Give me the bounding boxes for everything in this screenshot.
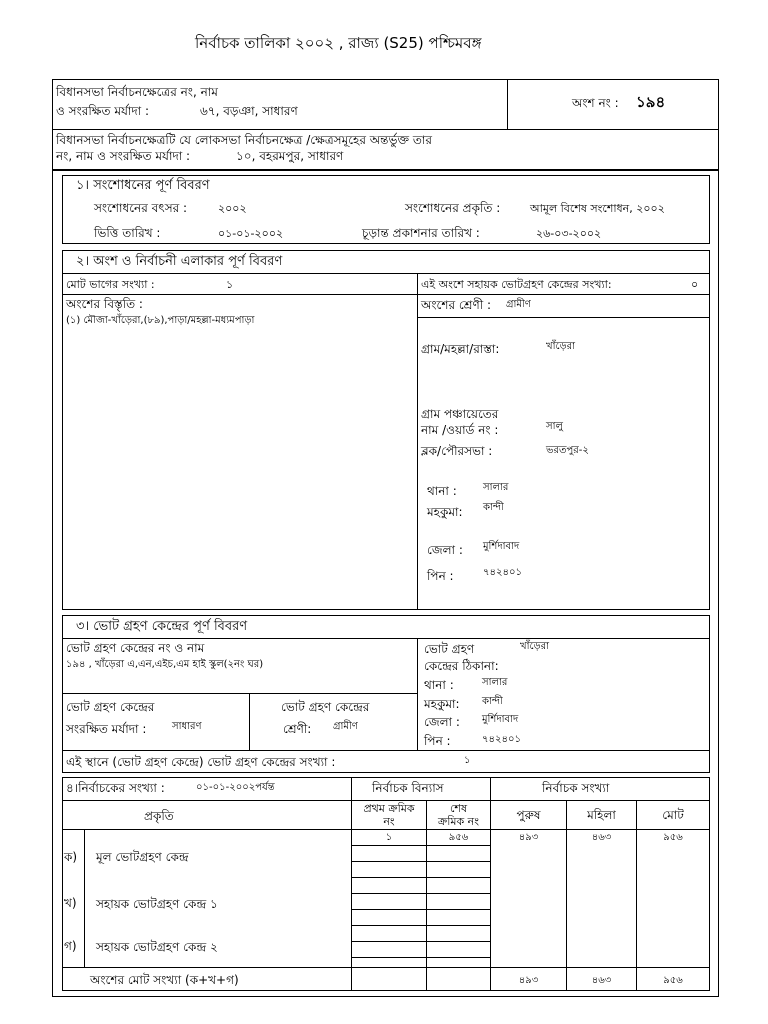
total-female: ৪৬৩ bbox=[591, 975, 612, 986]
ps-reserved-head: ভোট গ্রহণ কেন্দ্রের bbox=[66, 700, 155, 714]
subdivision-value: কান্দী bbox=[483, 502, 504, 513]
row-first-serial: ১ bbox=[385, 832, 393, 843]
total-total: ৯৫৬ bbox=[663, 975, 683, 986]
page-title: নির্বাচক তালিকা ২০০২ , রাজ্য (S25) পশ্চিমবঙ্গ bbox=[195, 34, 482, 52]
row-index: ক) bbox=[64, 850, 78, 864]
ps-category-label: শ্রেণী: bbox=[283, 722, 312, 736]
ps-category-head: ভোট গ্রহণ কেন্দ্রের bbox=[281, 700, 370, 714]
ps-count-label: এই স্থানে (ভোট গ্রহণ কেন্দ্রে) ভোট গ্রহণ কেন্দ্রের সংখ্যা : bbox=[66, 755, 336, 769]
gp-value: সালু bbox=[546, 421, 563, 432]
gp-label-line1: গ্রাম পঞ্চায়েতের bbox=[421, 407, 499, 421]
ps-address-value: খাঁড়েরা bbox=[520, 641, 550, 652]
total-male: ৪৯৩ bbox=[518, 975, 539, 986]
pc-label-line1: বিধানসভা নির্বাচনক্ষেত্রটি যে লোকসভা নির্বাচনক্ষেত্র /ক্ষেত্রসমূহের অন্তর্ভুক্ত তার bbox=[56, 133, 432, 147]
ps-district-value: মুর্শিদাবাদ bbox=[482, 714, 519, 725]
section2-heading: ২। অংশ ও নির্বাচনী এলাকার পূর্ণ বিবরণ bbox=[76, 254, 283, 269]
block-value: ভরতপুর-২ bbox=[546, 445, 589, 456]
col-total: মোট bbox=[662, 808, 684, 822]
thana-label: থানা : bbox=[427, 484, 457, 498]
part-category-label: অংশের শ্রেণী : bbox=[421, 298, 492, 312]
pin-value: ৭৪২৪০১ bbox=[483, 567, 522, 578]
base-date-label: ভিত্তি তারিখ : bbox=[94, 226, 161, 240]
ps-category-value: গ্রামীণ bbox=[333, 721, 358, 732]
col-nature: প্রকৃতি bbox=[144, 809, 174, 823]
col-last-serial-line2: ক্রমিক নং bbox=[438, 815, 479, 828]
ps-pin-value: ৭৪২৪০১ bbox=[482, 734, 521, 745]
ps-thana-value: সালার bbox=[482, 677, 508, 688]
col-first-serial-line2: নং bbox=[383, 815, 395, 828]
district-value: মুর্শিদাবাদ bbox=[483, 541, 520, 552]
revision-type-label: সংশোধনের প্রকৃতি : bbox=[405, 201, 501, 215]
ps-pin-label: পিন : bbox=[424, 734, 451, 748]
ps-address-label-line1: ভোট গ্রহণ bbox=[424, 642, 475, 656]
row-index: গ) bbox=[64, 939, 77, 953]
row-female: ৪৬৩ bbox=[591, 832, 612, 843]
ps-thana-label: থানা : bbox=[424, 678, 454, 692]
elector-arrangement-label: নির্বাচক বিন্যাস bbox=[372, 781, 444, 795]
ps-name-value: ১৯৪ , খাঁড়েরা এ,এন,এইচ,এম হাই স্কুল(২নং ঘর) bbox=[66, 659, 264, 670]
elector-count-label: নির্বাচক সংখ্যা bbox=[542, 781, 610, 795]
base-date-value: ০১-০১-২০০২ bbox=[218, 227, 284, 240]
pc-label-line2: নং, নাম ও সংরক্ষিত মর্যাদা : bbox=[56, 149, 191, 163]
thana-value: সালার bbox=[483, 482, 509, 493]
block-label: ব্লক/পৌরসভা : bbox=[421, 444, 493, 458]
ac-value: ৬৭, বড়ঞা, সাধারণ bbox=[200, 104, 298, 118]
total-label: অংশের মোট সংখ্যা (ক+খ+গ) bbox=[90, 973, 239, 987]
ps-reserved-label: সংরক্ষিত মর্যাদা : bbox=[66, 722, 147, 736]
revision-year-label: সংশোধনের বৎসর : bbox=[94, 201, 188, 215]
aux-stations-value: ০ bbox=[691, 278, 699, 291]
part-number: ১৯৪ bbox=[636, 93, 666, 111]
final-publication-label: চূড়ান্ত প্রকাশনার তারিখ : bbox=[362, 226, 480, 240]
ps-subdivision-label: মহকুমা: bbox=[424, 697, 460, 711]
revision-type-value: আমূল বিশেষ সংশোধন, ২০০২ bbox=[530, 202, 665, 215]
col-female: মহিলা bbox=[587, 808, 616, 822]
section3-heading: ৩। ভোট গ্রহণ কেন্দ্রের পূর্ণ বিবরণ bbox=[76, 619, 248, 634]
row-total: ৯৫৬ bbox=[663, 832, 683, 843]
section1-heading: ১। সংশোধনের পূর্ণ বিবরণ bbox=[76, 178, 210, 193]
total-sections-value: ১ bbox=[226, 278, 234, 291]
ps-address-label-line2: কেন্দ্রের ঠিকানা: bbox=[424, 659, 499, 673]
row-last-serial: ৯৫৬ bbox=[448, 832, 469, 843]
pin-label: পিন : bbox=[427, 569, 454, 583]
part-category-value: গ্রামীণ bbox=[506, 299, 531, 310]
village-value: খাঁড়েরা bbox=[546, 341, 576, 352]
row-male: ৪৯৩ bbox=[518, 832, 539, 843]
row-label: সহায়ক ভোটগ্রহণ কেন্দ্র ১ bbox=[96, 897, 218, 911]
ac-label-line1: বিধানসভা নির্বাচনক্ষেত্রের নং, নাম bbox=[56, 85, 218, 99]
gp-label-line2: নাম /ওয়ার্ড নং : bbox=[421, 423, 499, 437]
ps-count-value: ১ bbox=[464, 755, 471, 766]
part-label: অংশ নং : bbox=[572, 96, 619, 110]
total-sections-label: মোট ভাগের সংখ্যা : bbox=[66, 278, 155, 291]
ps-reserved-value: সাধারণ bbox=[172, 721, 202, 732]
col-last-serial-line1: শেষ bbox=[449, 802, 468, 815]
subdivision-label: মহকুমা: bbox=[427, 505, 463, 519]
final-publication-value: ২৬-০৩-২০০২ bbox=[536, 227, 602, 240]
section4-heading: ৪।নির্বাচকের সংখ্যা : bbox=[66, 781, 165, 795]
row-index: খ) bbox=[64, 896, 77, 910]
electors-as-on-date: ০১-০১-২০০২পর্যন্ত bbox=[196, 782, 275, 793]
col-first-serial-line1: প্রথম ক্রমিক bbox=[363, 802, 415, 815]
ac-label-line2: ও সংরক্ষিত মর্যাদা : bbox=[56, 104, 150, 118]
section2-box bbox=[62, 250, 710, 610]
row-label: সহায়ক ভোটগ্রহণ কেন্দ্র ২ bbox=[96, 940, 218, 954]
revision-year-value: ২০০২ bbox=[218, 202, 247, 215]
part-extent-value: (১) মৌজা-খাঁড়েরা,(৮৯),পাড়া/মহল্লা-মধ্যমপাড়া bbox=[66, 315, 255, 326]
district-label: জেলা : bbox=[427, 543, 463, 557]
aux-stations-label: এই অংশে সহায়ক ভোটগ্রহণ কেন্দ্রের সংখ্যা: bbox=[421, 278, 612, 291]
row-label: মূল ভোটগ্রহণ কেন্দ্র bbox=[96, 850, 189, 864]
pc-value: ১০, বহরমপুর, সাধারণ bbox=[236, 149, 344, 163]
part-extent-label: অংশের বিস্তৃতি : bbox=[66, 297, 143, 311]
col-male: পুরুষ bbox=[516, 808, 541, 822]
ps-name-label: ভোট গ্রহণ কেন্দ্রের নং ও নাম bbox=[66, 641, 205, 655]
village-label: গ্রাম/মহল্লা/রাস্তা: bbox=[421, 342, 500, 356]
ps-subdivision-value: কান্দী bbox=[482, 696, 503, 707]
ps-district-label: জেলা : bbox=[424, 715, 460, 729]
